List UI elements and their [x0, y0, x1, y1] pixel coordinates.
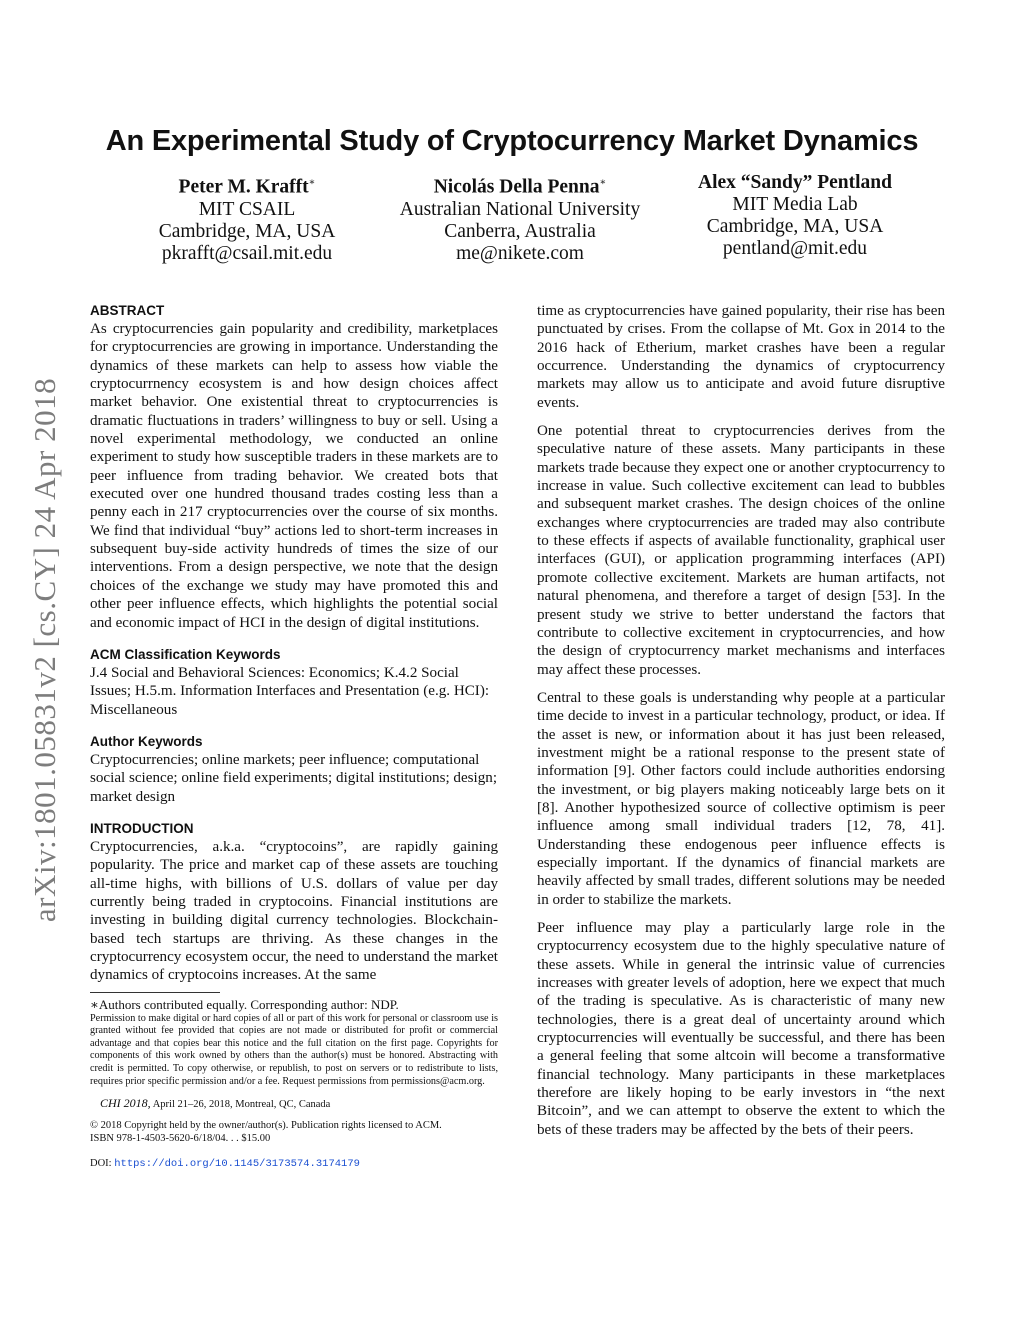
- isbn-line: ISBN 978-1-4503-5620-6/18/04. . . $15.00: [90, 1132, 271, 1144]
- conference-name: CHI 2018,: [100, 1096, 151, 1111]
- author-2-name: Nicolás Della Penna: [433, 176, 600, 198]
- intro-paragraph-2: One potential threat to cryptocurrencies derives from the speculative nature of these assets. Many participants in these markets trade because they expect one or another cryptocurrency to increase in value. Such collective excitement can lead to bubbles and subsequent market crashes. The design choices of the online exchanges where cryptocurrencies are traded may also contribute to these effects if aspects of available functionality, graphical user interfaces (GUI), or application programming interfaces (API) promote collective excitement. Markets are human artifacts, not natural phenomena, and therefore a target of design [53]. In the present study we strive to better understand the factors that contribute to collective excitement in cryptocurrencies, and how the design of cryptocurrency market mechanisms and interfaces may affect these processes.: [537, 423, 945, 678]
- author-3-location: Cambridge, MA, USA: [706, 216, 884, 237]
- paper-title: An Experimental Study of Cryptocurrency Market Dynamics: [105, 125, 919, 157]
- author-keywords-text: Cryptocurrencies; online markets; peer influence; computational social science; online field experiments; digital institutions; design; market design: [90, 751, 498, 805]
- introduction-text-left: Cryptocurrencies, a.k.a. “cryptocoins”, are rapidly gaining popularity. The price and market cap of these assets are touching all-time highs, with billions of U.S. dollars of value per day currently being traded in cryptocoins. Financial institutions are investing in building digital currency technologies. Blockchain-based tech startups are thriving. As these changes in the cryptocurrency ecosystem occur, the need to understand the market dynamics of cryptocoins increases. At the same: [90, 838, 498, 984]
- left-column: [90, 302, 498, 1174]
- author-1-name: Peter M. Krafft: [178, 176, 309, 198]
- right-column: [537, 302, 945, 1139]
- doi-label: DOI:: [90, 1158, 112, 1170]
- intro-paragraph-3: Central to these goals is understanding why people at a particular time decide to invest in a particular technology, product, or idea. If the asset is new, or information about it has just been released, investment might be a rational response to the present state of information [9]. Other factors could include authorities endorsing the investment, or big players making noticeably large bets on it [8]. Another hypothesized source of collective optimism is peer influence among small individual traders [12, 78, 41]. Understanding these endogenous peer influence effects is especially important. If the dynamics of financial markets are heavily affected by small trades, different solutions may be needed in order to stabilize the markets.: [537, 689, 945, 908]
- author-2-location: Canberra, Australia: [444, 220, 596, 242]
- introduction-heading: INTRODUCTION: [90, 820, 194, 836]
- doi-link[interactable]: https://doi.org/10.1145/3173574.3174179: [114, 1158, 360, 1171]
- abstract-heading: ABSTRACT: [90, 303, 165, 318]
- author-1-location: Cambridge, MA, USA: [158, 220, 336, 242]
- author-1-email[interactable]: pkrafft@csail.mit.edu: [161, 242, 333, 264]
- author-3: [630, 172, 960, 260]
- footnote: ∗Authors contributed equally. Corresponding author: NDP.: [90, 996, 399, 1012]
- author-keywords-heading: Author Keywords: [90, 733, 203, 749]
- doi-line: [90, 1155, 498, 1173]
- author-3-name: Alex “Sandy” Pentland: [698, 172, 892, 193]
- arxiv-stamp-text: arXiv:1801.05831v2 [cs.CY] 24 Apr 2018: [27, 377, 62, 923]
- conference-details: April 21–26, 2018, Montreal, QC, Canada: [152, 1099, 331, 1111]
- conference-line: [100, 1096, 498, 1112]
- arxiv-stamp: [20, 350, 70, 950]
- permission-notice: Permission to make digital or hard copies of all or part of this work for personal or classroom use is granted without fee provided that copies are not made or distributed for profit or commercial advantage and that copies bear this notice and the full citation on the first page. Copyrights for components of this work owned by others than the author(s) must be honored. Abstracting with credit is permitted. To copy otherwise, or republish, to post on servers or to redistribute to lists, requires prior specific permission and/or a fee. Request permissions from permissions@acm.org.: [90, 1012, 498, 1087]
- author-1-affiliation: MIT CSAIL: [198, 198, 296, 220]
- author-1-mark: ∗: [308, 177, 316, 188]
- author-2-email[interactable]: me@nikete.com: [456, 242, 584, 264]
- copyright-line: © 2018 Copyright held by the owner/author(s). Publication rights licensed to ACM.: [90, 1120, 442, 1132]
- acm-keywords-text: J.4 Social and Behavioral Sciences: Economics; K.4.2 Social Issues; H.5.m. Information Interfaces and Presentation (e.g. HCI): Miscellaneous: [90, 664, 490, 718]
- author-2-mark: ∗: [599, 177, 607, 188]
- acm-keywords-heading: ACM Classification Keywords: [90, 646, 281, 662]
- footnote-rule: [90, 992, 220, 993]
- intro-paragraph-1: time as cryptocurrencies have gained popularity, their rise has been punctuated by crises. From the collapse of Mt. Gox in 2014 to the 2016 hack of Etherium, market crashes have been a regular occurrence. Understanding the dynamics of cryptocurrency markets may allow us to anticipate and avoid future disruptive events.: [537, 303, 945, 411]
- author-2-affiliation: Australian National University: [399, 198, 641, 220]
- author-3-email[interactable]: pentland@mit.edu: [722, 238, 868, 259]
- copyright-block: [90, 1120, 498, 1145]
- intro-paragraph-4: Peer influence may play a particularly large role in the cryptocurrency ecosystem due to the highly speculative nature of these assets. While in general the intrinsic value of currencies increases with greater levels of adoption, here we expect that much of the trading is speculative. As is characteristic of many new technologies, there is a great deal of uncertainty around which cryptocurrencies will eventually be successful, and there has been a general feeling that some altcoin will become a transformative financial technology. Many participants in these marketplaces therefore are likely hoping to be early investors in “the next Bitcoin”, and we can attempt to observe the extent to which the bets of these traders may be affected by the bets of their peers.: [537, 920, 945, 1138]
- abstract-text: As cryptocurrencies gain popularity and credibility, marketplaces for cryptocurrencies are growing in importance. Understanding the dynamics of these markets can help to assess how viable the cryptocurrnency ecosystem is and how design choices affect market behavior. One existential threat to cryptocurrencies is dramatic fluctuations in traders’ willingness to buy or sell. Using a novel experimental methodology, we conducted an online experiment to study how susceptible traders in these markets are to peer influence from trading behavior. We created bots that executed over one hundred thousand trades costing less than a penny each in 217 cryptocurrencies over the course of six months. We find that individual “buy” actions led to short-term increases in subsequent buy-side activity hundreds of times the size of our interventions. From a design perspective, we note that the design choices of the exchange we study may have promoted this and other peer influence effects, which highlights the potential social and economic impact of HCI in the design of digital institutions.: [90, 321, 498, 631]
- author-3-affiliation: MIT Media Lab: [732, 194, 858, 215]
